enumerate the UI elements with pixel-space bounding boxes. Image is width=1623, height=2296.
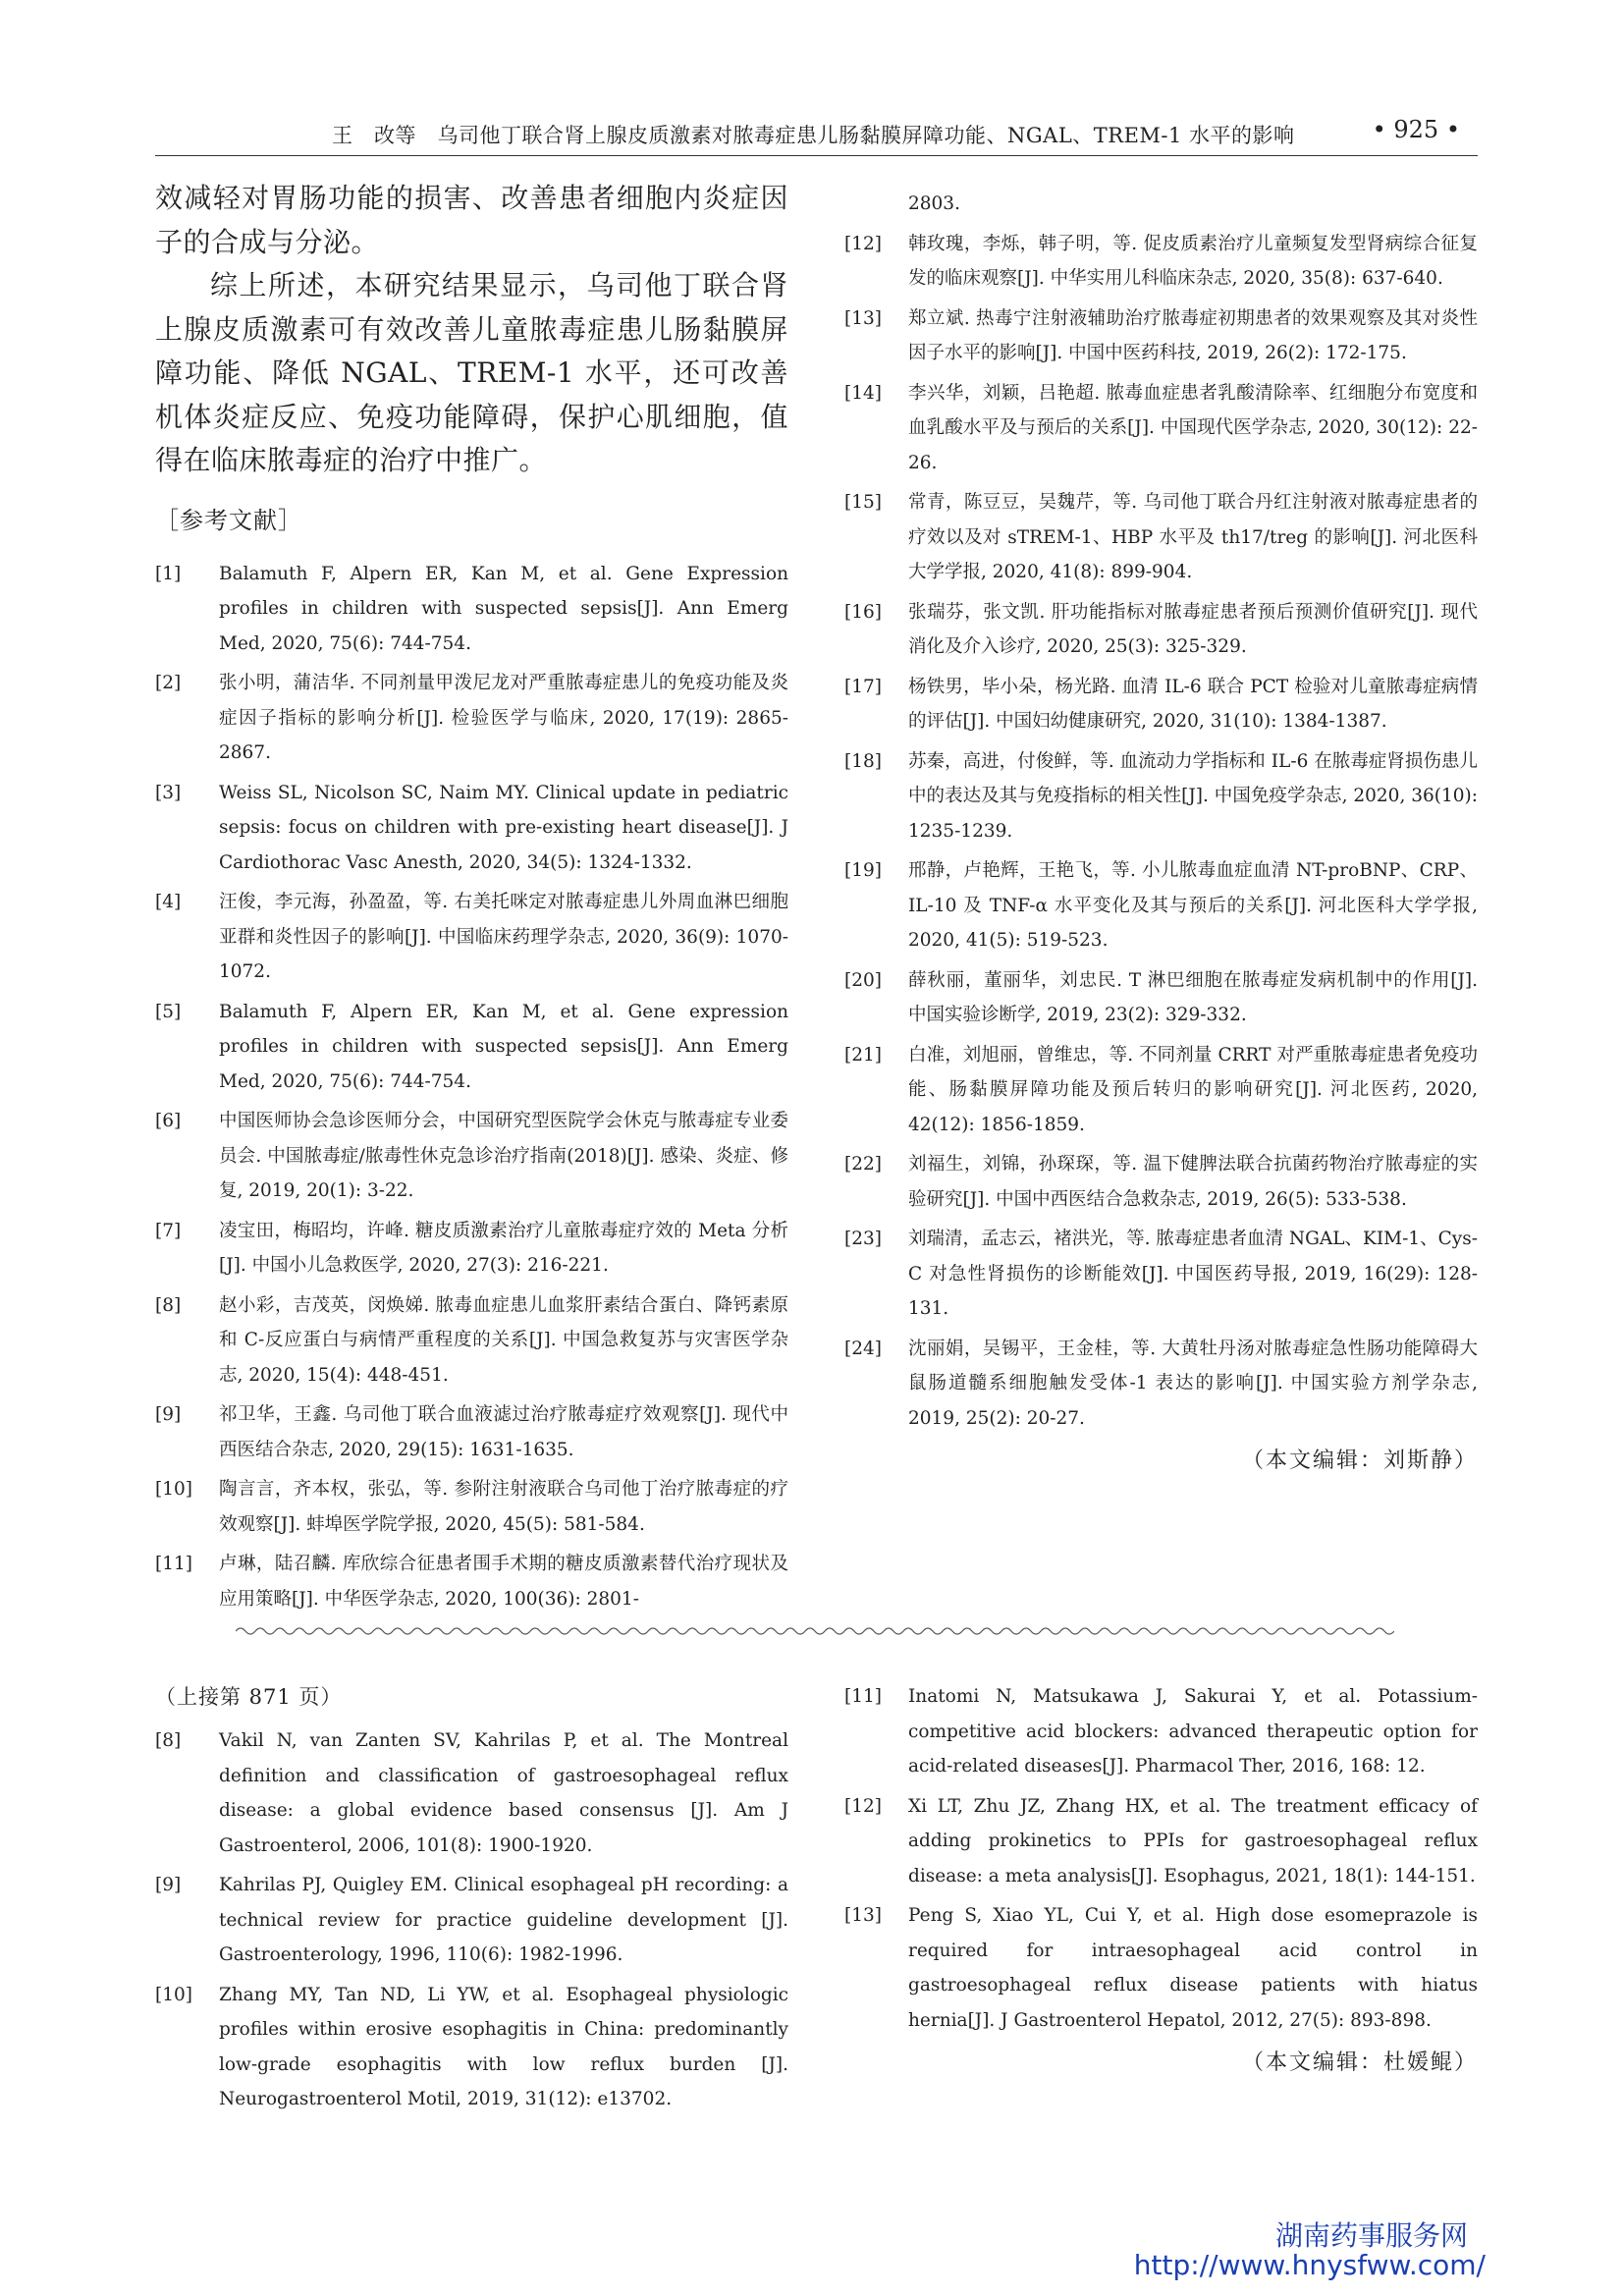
reference-continuation <box>844 187 1478 222</box>
reference-list-right <box>844 227 1478 1437</box>
body-paragraph: 效减轻对胃肠功能的损害、改善患者细胞内炎症因子的合成与分泌。 <box>155 182 788 258</box>
reference-number: [4] <box>155 892 182 912</box>
reference-number: [23] <box>844 1229 882 1249</box>
reference-item <box>844 1789 1478 1894</box>
reference-text: Weiss SL, Nicolson SC, Naim MY. Clinical update in pediatric sepsis: focus on children with pre-existing heart disease[J]. J Cardiothorac Vasc Anesth, 2020, 34(5): 1324-1332. <box>219 782 788 873</box>
reference-text: Peng S, Xiao YL, Cui Y, et al. High dose esomeprazole is required for intraesophageal acid control in gastroesophageal reflux disease patients with hiatus hernia[J]. J Gastroenterol Hepatol, 2012, 27(5): 893-898. <box>908 1905 1478 2031</box>
reference-item <box>155 776 788 881</box>
reference-number: [13] <box>844 1905 882 1926</box>
reference-text: Zhang MY, Tan ND, Li YW, et al. Esophageal physiologic profiles within erosive esophagitis in China: predominantly low-grade esophagitis with low reflux burden [J]. Neurogastroenterol Motil, 2019, 31(12): e13702. <box>219 1984 788 2109</box>
right-column <box>844 187 1478 1474</box>
reference-text: 中国医师协会急诊医师分会，中国研究型医院学会休克与脓毒症专业委员会. 中国脓毒症/脓毒性休克急诊治疗指南(2018)[J]. 感染、炎症、修复, 2019, 20(1): 3-22. <box>219 1111 788 1201</box>
reference-item <box>155 1288 788 1394</box>
reference-item <box>844 963 1478 1033</box>
reference-text: 苏秦，高进，付俊鲜，等. 血流动力学指标和 IL-6 在脓毒症肾损伤患儿中的表达及其与免疫指标的相关性[J]. 中国免疫学杂志, 2020, 36(10): 1235-1239. <box>908 750 1478 842</box>
references-heading: ［参考文献］ <box>155 506 302 534</box>
reference-item <box>155 1397 788 1467</box>
reference-item <box>155 1472 788 1542</box>
reference-item <box>844 485 1478 590</box>
reference-item <box>844 853 1478 958</box>
reference-text: Balamuth F, Alpern ER, Kan M, et al. Gene expression profiles in children with suspected sepsis[J]. Ann Emerg Med, 2020, 75(6): 744-754. <box>219 1001 788 1092</box>
reference-number: [15] <box>844 492 882 513</box>
reference-text: 陶言言，齐本权，张弘，等. 参附注射液联合乌司他丁治疗脓毒症的疗效观察[J]. 蚌埠医学院学报, 2020, 45(5): 581-584. <box>219 1479 788 1535</box>
reference-item <box>844 227 1478 297</box>
left-column <box>155 177 788 1621</box>
reference-text: Kahrilas PJ, Quigley EM. Clinical esophageal pH recording: a technical review for practice guideline development [J]. Gastroenterology, 1996, 110(6): 1982-1996. <box>219 1875 788 1965</box>
reference-text: 沈丽娟，吴锡平，王金桂，等. 大黄牡丹汤对脓毒症急性肠功能障碍大鼠肠道髓系细胞触发受体-1 表达的影响[J]. 中国实验方剂学杂志, 2019, 25(2): 20-27. <box>908 1338 1478 1429</box>
reference-number: [10] <box>155 1984 192 2005</box>
reference-number: [13] <box>844 307 882 329</box>
reference-number: [8] <box>155 1730 182 1751</box>
reference-item <box>155 1214 788 1284</box>
continued-from-note: （上接第 871 页） <box>155 1685 343 1709</box>
reference-text: 赵小彩，吉茂英，闵焕娣. 脓毒血症患儿血浆肝素结合蛋白、降钙素原和 C-反应蛋白与病情严重程度的关系[J]. 中国急救复苏与灾害医学杂志, 2020, 15(4): 448-451. <box>219 1294 788 1386</box>
wavy-divider <box>236 1624 1394 1638</box>
reference-item <box>844 1679 1478 1784</box>
reference-number: [3] <box>155 782 182 803</box>
reference-number: [11] <box>844 1686 882 1707</box>
reference-number: [6] <box>155 1111 182 1131</box>
reference-item <box>155 885 788 990</box>
reference-text: Vakil N, van Zanten SV, Kahrilas P, et al. The Montreal definition and classification of gastroesophageal reflux disease: a global evidence based consensus [J]. Am J Gastroenterol, 2006, 101(8): 1900-1920. <box>219 1730 788 1856</box>
reference-text: 凌宝田，梅昭均，许峰. 糖皮质激素治疗儿童脓毒症疗效的 Meta 分析[J]. 中国小儿急救医学, 2020, 27(3): 216-221. <box>219 1220 788 1276</box>
left-column-lower <box>155 1723 788 2122</box>
reference-text: 卢琳，陆召麟. 库欣综合征患者围手术期的糖皮质激素替代治疗现状及应用策略[J]. 中华医学杂志, 2020, 100(36): 2801- <box>219 1554 788 1610</box>
reference-item <box>844 670 1478 739</box>
reference-number: [9] <box>155 1875 182 1895</box>
reference-item <box>844 1147 1478 1217</box>
reference-number: [12] <box>844 233 882 254</box>
reference-text: 祁卫华，王鑫. 乌司他丁联合血液滤过治疗脓毒症疗效观察[J]. 现代中西医结合杂志, 2020, 29(15): 1631-1635. <box>219 1404 788 1460</box>
reference-text: 李兴华，刘颖，吕艳超. 脓毒血症患者乳酸清除率、红细胞分布宽度和血乳酸水平及与预后的关系[J]. 中国现代医学杂志, 2020, 30(12): 22-26. <box>908 382 1478 473</box>
reference-text: 刘瑞清，孟志云，褚洪光，等. 脓毒症患者血清 NGAL、KIM-1、Cys-C 对急性肾损伤的诊断能效[J]. 中国医药导报, 2019, 16(29): 128-131. <box>908 1229 1478 1319</box>
reference-item <box>155 557 788 662</box>
reference-text: 2803. <box>908 193 960 214</box>
reference-number: [5] <box>155 1001 182 1022</box>
watermark-site-name: 湖南药事服务网 <box>1274 2219 1468 2252</box>
reference-text: 汪俊，李元海，孙盈盈，等. 右美托咪定对脓毒症患儿外周血淋巴细胞亚群和炎性因子的影响[J]. 中国临床药理学杂志, 2020, 36(9): 1070-1072. <box>219 892 788 982</box>
reference-text: 韩玫瑰，李烁，韩子明，等. 促皮质素治疗儿童频复发型肾病综合征复发的临床观察[J]. 中华实用儿科临床杂志, 2020, 35(8): 637-640. <box>908 233 1478 289</box>
page-number: • 925 • <box>1372 116 1460 143</box>
running-header <box>155 106 1478 156</box>
reference-item <box>844 1898 1478 2038</box>
reference-number: [17] <box>844 676 882 697</box>
reference-item <box>155 1547 788 1616</box>
reference-item <box>155 995 788 1100</box>
reference-number: [10] <box>155 1479 192 1500</box>
reference-number: [24] <box>844 1338 882 1359</box>
reference-item <box>844 1332 1478 1437</box>
reference-list-left <box>155 557 788 1617</box>
reference-item <box>844 744 1478 849</box>
reference-number: [9] <box>155 1404 182 1425</box>
right-column-lower <box>844 1679 1478 2076</box>
reference-text: 刘福生，刘锦，孙琛琛，等. 温下健脾法联合抗菌药物治疗脓毒症的实验研究[J]. 中国中西医结合急救杂志, 2019, 26(5): 533-538. <box>908 1154 1478 1210</box>
reference-item <box>844 301 1478 371</box>
reference-text: 张小明，蒲洁华. 不同剂量甲泼尼龙对严重脓毒症患儿的免疫功能及炎症因子指标的影响分析[J]. 检验医学与临床, 2020, 17(19): 2865-2867. <box>219 673 788 763</box>
reference-text: 常青，陈豆豆，吴魏芹，等. 乌司他丁联合丹红注射液对脓毒症患者的疗效以及对 sTREM-1、HBP 水平及 th17/treg 的影响[J]. 河北医科大学学报, 2020, 41(8): 899-904. <box>908 492 1478 582</box>
header-title: 王 改等 乌司他丁联合肾上腺皮质激素对脓毒症患儿肠黏膜屏障功能、NGAL、TREM-1 水平的影响 <box>332 124 1295 147</box>
reference-text: 郑立斌. 热毒宁注射液辅助治疗脓毒症初期患者的效果观察及其对炎性因子水平的影响[J]. 中国中医药科技, 2019, 26(2): 172-175. <box>908 307 1478 363</box>
reference-text: 张瑞芬，张文凯. 肝功能指标对脓毒症患者预后预测价值研究[J]. 现代消化及介入诊疗, 2020, 25(3): 325-329. <box>908 601 1478 657</box>
reference-item <box>155 1868 788 1973</box>
reference-number: [12] <box>844 1795 882 1817</box>
reference-item <box>844 595 1478 665</box>
editor-note: （本文编辑：刘斯静） <box>1241 1449 1478 1473</box>
reference-number: [20] <box>844 969 882 991</box>
reference-item <box>155 1104 788 1209</box>
reference-item <box>844 376 1478 481</box>
reference-item <box>155 666 788 771</box>
reference-number: [11] <box>155 1554 192 1574</box>
conclusion-paragraph: 综上所述，本研究结果显示，乌司他丁联合肾上腺皮质激素可有效改善儿童脓毒症患儿肠黏膜屏障功能、降低 NGAL、TREM-1 水平，还可改善机体炎症反应、免疫功能障碍，保护心肌细胞，值得在临床脓毒症的治疗中推广。 <box>155 269 788 476</box>
reference-number: [22] <box>844 1154 882 1175</box>
reference-number: [1] <box>155 563 182 584</box>
reference-number: [19] <box>844 860 882 881</box>
reference-number: [18] <box>844 750 882 772</box>
reference-text: 杨铁男，毕小朵，杨光路. 血清 IL-6 联合 PCT 检验对儿童脓毒症病情的评估[J]. 中国妇幼健康研究, 2020, 31(10): 1384-1387. <box>908 676 1478 732</box>
reference-item <box>155 1978 788 2117</box>
watermark-url: http://www.hnysfww.com/ <box>1133 2249 1486 2281</box>
reference-number: [21] <box>844 1044 882 1066</box>
reference-text: Balamuth F, Alpern ER, Kan M, et al. Gene Expression profiles in children with suspected sepsis[J]. Ann Emerg Med, 2020, 75(6): 744-754. <box>219 563 788 654</box>
reference-text: Inatomi N, Matsukawa J, Sakurai Y, et al. Potassium-competitive acid blockers: advanced therapeutic option for acid-related diseases[J]. Pharmacol Ther, 2016, 168: 12. <box>908 1686 1478 1777</box>
reference-item <box>155 1723 788 1863</box>
reference-number: [16] <box>844 601 882 623</box>
reference-item <box>844 1038 1478 1143</box>
reference-number: [8] <box>155 1294 182 1316</box>
reference-number: [2] <box>155 673 182 693</box>
reference-text: 薛秋丽，董丽华，刘忠民. T 淋巴细胞在脓毒症发病机制中的作用[J]. 中国实验诊断学, 2019, 23(2): 329-332. <box>908 969 1478 1025</box>
reference-text: 邢静，卢艳辉，王艳飞，等. 小儿脓毒血症血清 NT-proBNP、CRP、IL-10 及 TNF-α 水平变化及其与预后的关系[J]. 河北医科大学学报, 2020, 41(5): 519-523. <box>908 860 1478 951</box>
reference-text: Xi LT, Zhu JZ, Zhang HX, et al. The treatment efficacy of adding prokinetics to PPIs for gastroesophageal reflux disease: a meta analysis[J]. Esophagus, 2021, 18(1): 144-151. <box>908 1795 1478 1886</box>
reference-item <box>844 1222 1478 1327</box>
reference-text: 白准，刘旭丽，曾维忠，等. 不同剂量 CRRT 对严重脓毒症患者免疫功能、肠黏膜屏障功能及预后转归的影响研究[J]. 河北医药, 2020, 42(12): 1856-1859. <box>908 1044 1478 1135</box>
reference-number: [14] <box>844 382 882 404</box>
reference-number: [7] <box>155 1220 182 1241</box>
editor-note: （本文编辑：杜媛鲲） <box>1241 2050 1478 2075</box>
